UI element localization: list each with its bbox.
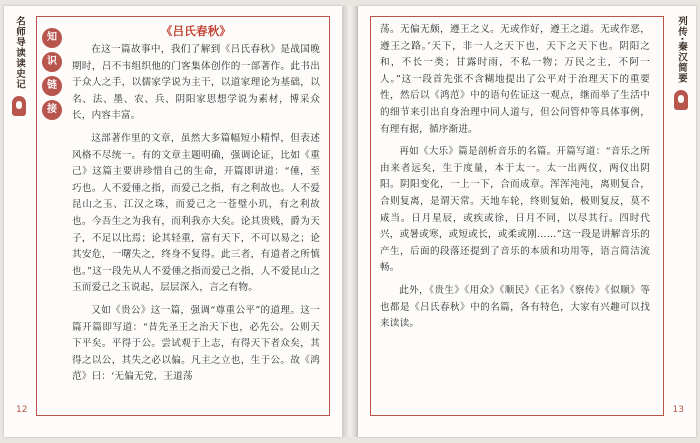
paragraph: 此外，《贵生》《用众》《顺民》《正名》《察传》《似顺》等也都是《吕氏春秋》中的名篇，各有特色，大家有兴趣可以找来读读。 [380,284,650,330]
page-number-right: 13 [672,405,684,415]
right-sidebar [672,16,690,110]
section-title: 《吕氏春秋》 [160,24,232,38]
right-page [358,6,696,437]
badge-zhi: 知 [42,28,62,48]
paragraph: 这部著作里的文章，虽然大多篇幅短小精悍，但表述风格不尽统一。有的文章主题明确，强调论证，比如《重己》这篇主要讲珍惜自己的生命，开篇即讲道：“倕，至巧也。人不爱倕之指，而爱己之指，有之利故也。人不爱昆山之玉、江汉之珠，而爱己之一苍璧小玑，有之利故也。今吾生之为我有，而利我亦大矣。论其贵贱，爵为天子，不足以比焉；论其轻重，富有天下，不可以易之；论其安危，一曙失之，终身不复得。此三者，有道者之所慎也。”这一段先从人不爱倕之指而爱己之指，人不爱昆山之玉而爱己之玉说起，层层深入，言之有物。 [72,132,320,294]
paragraph: 再如《大乐》篇是剖析音乐的名篇。开篇写道：“音乐之所由来者远矣，生于度量，本于太一。太一出两仪，两仪出阴阳。阴阳变化，一上一下，合而成章。浑浑沌沌，离则复合，合则复离，是谓天常。天地车轮，终则复始，极则复反，莫不咸当。日月星辰，或疾或徐，日月不同，以尽其行。四时代兴，或暑或寒，或短或长，或柔或刚……”这一段是讲解音乐的产生，后面的段落还提到了音乐的本质和功用等，语言简洁流畅。 [380,146,650,274]
book-gutter [342,6,358,437]
left-page [4,6,342,437]
right-page-content [380,22,650,333]
left-sidebar [10,16,28,116]
paragraph: 荡。无偏无颇，遵王之义。无或作好，遵王之道。无或作恶，遵王之路。’天下，非一人之天下也，天下之天下也。阴阳之和，不长一类；甘露时雨，不私一物；万民之主，不阿一人。”这一段首先张不含糊地提出了公平对于治理天下的重要性，然后以《鸿范》中的语句佐证这一观点，继而举了生活中的细节来引出自身治理中同人道与，但公问管仲等具体事例，有理有据，循序渐进。 [380,24,650,135]
running-head-right: 列传·秦汉简要 [676,16,687,84]
paragraph: 在这一篇故事中，我们了解到《吕氏春秋》是战国晚期时，吕不韦组织他的门客集体创作的一部著作。此书出于众人之手，以儒家学说为主干，以道家理论为基础，以名、法、墨、农、兵、阴阳家思想学说为素材，博采众长，内容丰富。 [72,44,320,122]
badge-shi: 识 [42,52,62,72]
running-head-left: 名师导读读史记 [14,16,25,90]
paragraph: 又如《贵公》这一篇，强调“尊重公平”的道理。这一篇开篇即写道：“昔先圣王之治天下也，必先公。公则天下平矣。平得于公。尝试观于上志，有得天下者众矣，其得之以公，其失之必以偏。凡主之立也，生于公。故《鸿范》曰：‘无偏无党，王道荡 [72,304,320,383]
left-page-content [72,22,320,386]
badge-lian: 链 [42,76,62,96]
badge-jie: 接 [42,100,62,120]
page-number-left: 12 [16,405,28,415]
ornament-icon [674,90,688,110]
ornament-icon [12,96,26,116]
